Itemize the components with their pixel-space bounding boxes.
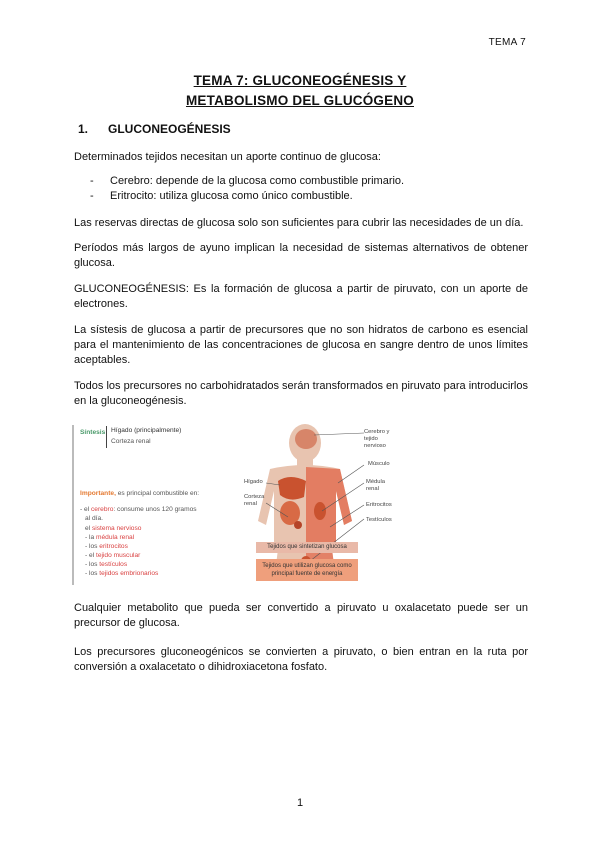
tissue-prefix: - los xyxy=(85,543,100,550)
bullet-item: - Cerebro: depende de la glucosa como combustible primario. xyxy=(90,175,405,187)
sintesis-item: Corteza renal xyxy=(111,438,151,445)
tissue-prefix: - el xyxy=(85,552,96,559)
legend-usage-line2: principal fuente de energía xyxy=(271,571,343,577)
page-title-line1: TEMA 7: GLUCONEOGÉNESIS Y xyxy=(193,73,407,88)
tissue-item xyxy=(85,552,140,560)
brain-line-c: al día. xyxy=(85,515,103,522)
label-higado: Hígado xyxy=(244,479,263,485)
label-tejido: tejido xyxy=(364,436,378,442)
body-silhouette-icon xyxy=(258,424,352,581)
tissue-word: tejido muscular xyxy=(96,552,141,559)
section-number: 1. xyxy=(78,122,89,136)
tissue-word: tejidos embrionarios xyxy=(99,570,159,577)
paragraph-6: Todos los precursores no carbohidratados serán transformados en piruvato para introducirlos en la gluconeogénesis. xyxy=(74,380,528,407)
section-heading xyxy=(78,122,231,136)
paragraph-1: Determinados tejidos necesitan un aporte continuo de glucosa: xyxy=(74,151,381,163)
label-eritrocitos: Eritrocitos xyxy=(366,502,392,508)
tissue-prefix: - la xyxy=(85,534,96,541)
brain-suffix: : consume unos 120 gramos xyxy=(113,506,197,513)
tissue-item xyxy=(85,534,134,542)
paragraph-3: Períodos más largos de ayuno implican la necesidad de sistemas alternativos de obtener glucosa. xyxy=(74,242,528,269)
tissue-word: médula renal xyxy=(96,534,135,541)
tissue-prefix: el xyxy=(85,525,92,532)
paragraph-2: Las reservas directas de glucosa solo son suficientes para cubrir las necesidades de un día. xyxy=(74,217,524,229)
label-testiculos: Testículos xyxy=(366,517,392,523)
section-title: GLUCONEOGÉNESIS xyxy=(108,122,231,136)
tissue-prefix: - los xyxy=(85,561,100,568)
figure-glucose-tissues xyxy=(72,421,518,587)
importante-label: Importante, xyxy=(80,490,116,497)
page-number: 1 xyxy=(296,797,304,809)
tissue-item xyxy=(85,543,128,551)
bullet-text: Cerebro: depende de la glucosa como combustible primario. xyxy=(110,175,405,187)
label-medula-renal: renal xyxy=(366,486,379,492)
sintesis-item: Hígado (principalmente) xyxy=(111,427,182,434)
importante-rest: es principal combustible en: xyxy=(115,490,200,497)
paragraph-4: GLUCONEOGÉNESIS: Es la formación de glucosa a partir de piruvato, con un aporte de electrones. xyxy=(74,283,528,310)
tissue-item xyxy=(85,525,141,533)
label-nervioso: nervioso xyxy=(364,443,386,449)
legend-synthesis: Tejidos que sintetizan glucosa xyxy=(256,542,358,553)
brain-word: cerebro xyxy=(91,506,114,513)
bullet-text: Eritrocito: utiliza glucosa como único combustible. xyxy=(110,190,353,202)
sintesis-label: Síntesis xyxy=(80,429,106,436)
page-title-line2: METABOLISMO DEL GLUCÓGENO xyxy=(185,93,414,108)
tissue-item xyxy=(85,570,158,578)
label-cerebro: Cerebro y xyxy=(364,429,390,435)
legend-usage xyxy=(256,559,358,581)
paragraph-8: Los precursores gluconeogénicos se convierten a piruvato, o bien entran en la ruta por conversión a oxalacetato o dihidroxiacetona fosfato. xyxy=(74,646,528,673)
bullet-item: - Eritrocito: utiliza glucosa como único combustible. xyxy=(90,190,353,202)
label-musculo: Músculo xyxy=(368,461,390,467)
label-corteza-renal: renal xyxy=(244,501,257,507)
header-topic: TEMA 7 xyxy=(488,37,526,48)
label-medula: Médula xyxy=(366,479,386,485)
tissue-item xyxy=(85,561,127,569)
tissue-word: sistema nervioso xyxy=(91,525,142,532)
figure-left-panel xyxy=(72,421,230,587)
label-corteza: Corteza xyxy=(244,494,265,500)
paragraph-5: La sístesis de glucosa a partir de precursores que no son hidratos de carbono es esencial para el mantenimiento de las concentraciones de glucosa en sangre dentro de unos límites aceptables. xyxy=(74,324,528,366)
paragraph-7: Cualquier metabolito que pueda ser convertido a piruvato u oxalacetato puede ser un precursor de glucosa. xyxy=(74,602,528,629)
tissue-word: testículos xyxy=(99,561,128,568)
tissue-word: eritrocitos xyxy=(99,543,128,550)
brain-prefix: - el xyxy=(80,506,91,513)
tissue-prefix: - los xyxy=(85,570,100,577)
legend-usage-line1: Tejidos que utilizan glucosa como xyxy=(262,563,352,569)
